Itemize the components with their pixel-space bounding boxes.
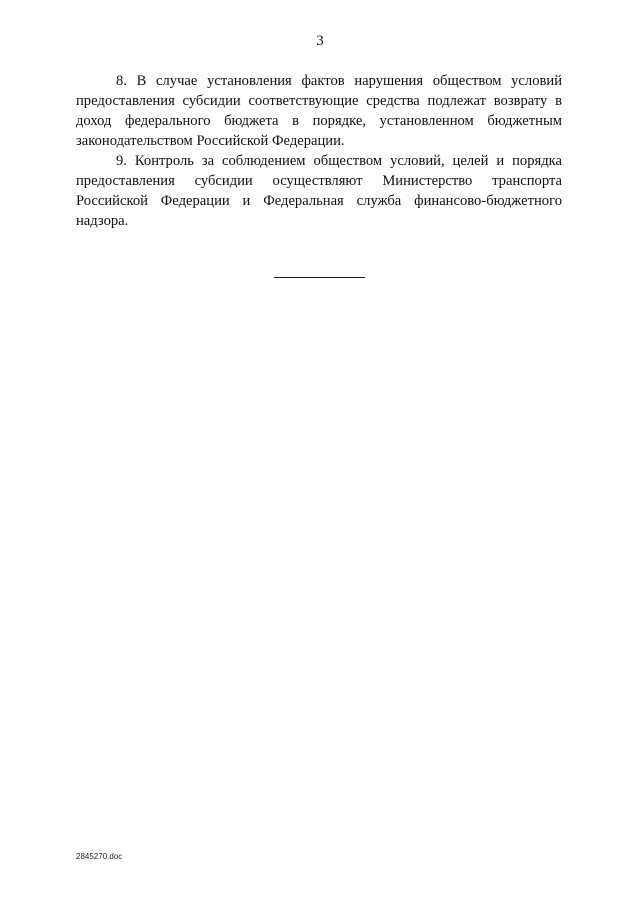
footer-file-reference: 2845270.doc [76, 852, 123, 861]
end-divider [274, 277, 365, 278]
paragraph-8: 8. В случае установления фактов нарушения обществом условий предоставления субсидии соответствующие средства подлежат возврату в доход федерального бюджета в порядке, установленном бюджетным законодательством Российской Федерации. [76, 73, 562, 149]
page-number: 3 [316, 33, 324, 49]
paragraph-9: 9. Контроль за соблюдением обществом условий, целей и порядка предоставления субсидии осуществляют Министерство транспорта Российской Федерации и Федеральная служба финансово-бюджетного надзора. [76, 153, 562, 229]
document-body [76, 71, 562, 231]
